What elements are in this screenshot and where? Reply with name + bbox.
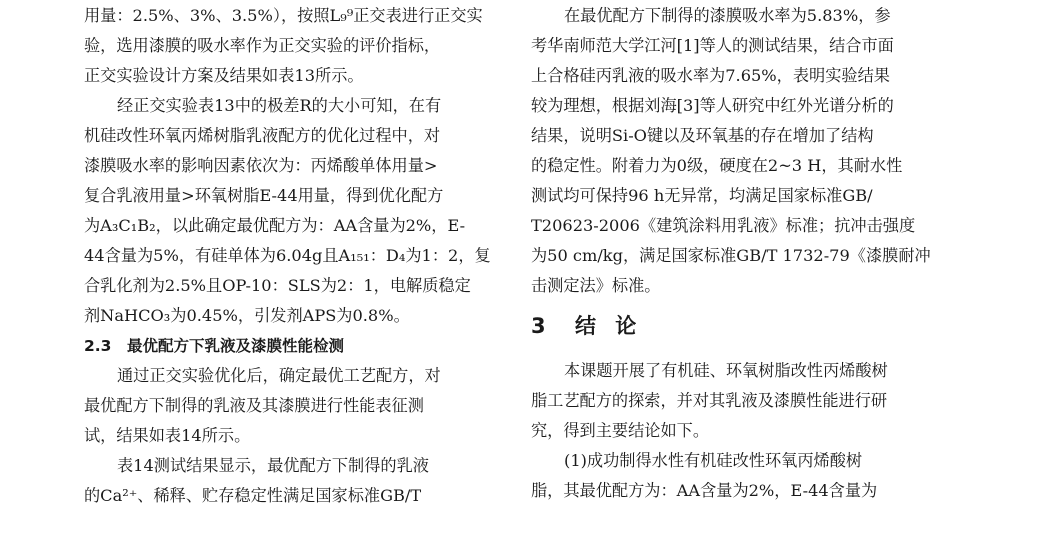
body-text-line: 复合乳液用量>环氧树脂E-44用量，得到优化配方: [84, 186, 444, 205]
body-text-line: 的稳定性。附着力为0级，硬度在2~3 H，其耐水性: [531, 156, 903, 175]
body-text-line: 44含量为5%，有硅单体为6.04g且A₁₅₁：D₄为1：2，复: [84, 246, 491, 265]
body-text-line: 经正交实验表13中的极差R的大小可知，在有: [117, 96, 442, 115]
body-text-line: 验，选用漆膜的吸水率作为正交实验的评价指标，: [84, 36, 441, 55]
body-text-line: 考华南师范大学江河[1]等人的测试结果，结合市面: [531, 36, 894, 55]
body-text-line: 较为理想，根据刘海[3]等人研究中红外光谱分析的: [531, 96, 894, 115]
body-text-line: 表14测试结果显示，最优配方下制得的乳液: [117, 456, 429, 475]
body-text-line: 机硅改性环氧丙烯树脂乳液配方的优化过程中，对: [84, 126, 441, 145]
body-text-line: 最优配方下制得的乳液及其漆膜进行性能表征测: [84, 396, 424, 415]
body-text-line: 剂NaHCO₃为0.45%，引发剂APS为0.8%。: [84, 306, 410, 325]
body-text-line: 上合格硅丙乳液的吸水率为7.65%，表明实验结果: [531, 66, 890, 85]
body-text-line: T20623-2006《建筑涂料用乳液》标准；抗冲击强度: [531, 216, 916, 235]
body-text-line: 合乳化剂为2.5%且OP-10：SLS为2：1，电解质稳定: [84, 276, 471, 295]
body-text-line: 结果，说明Si-O键以及环氧基的存在增加了结构: [531, 126, 874, 145]
section-number: 3: [531, 314, 552, 338]
section-title: 结 论: [574, 314, 643, 338]
body-text-line: 为A₃C₁B₂，以此确定最优配方为：AA含量为2%，E-: [84, 216, 466, 235]
body-text-line: 的Ca²⁺、稀释、贮存稳定性满足国家标准GB/T: [84, 486, 422, 505]
body-text-line: 测试均可保持96 h无异常，均满足国家标准GB/: [531, 186, 873, 205]
body-text-line: 漆膜吸水率的影响因素依次为：丙烯酸单体用量>: [84, 156, 438, 175]
body-text-line: 究，得到主要结论如下。: [531, 421, 710, 440]
body-text-line: 为50 cm/kg，满足国家标准GB/T 1732-79《漆膜耐冲: [531, 246, 931, 265]
body-text-line: 击测定法》标准。: [531, 276, 661, 295]
body-text-line: 正交实验设计方案及结果如表13所示。: [84, 66, 364, 85]
body-text-line: (1)成功制得水性有机硅改性环氧丙烯酸树: [564, 451, 863, 470]
section-heading: [531, 311, 939, 341]
body-text-line: 脂，其最优配方为：AA含量为2%，E-44含量为: [531, 481, 878, 500]
body-text-line: 脂工艺配方的探索，并对其乳液及漆膜性能进行研: [531, 391, 888, 410]
body-text-line: 通过正交实验优化后，确定最优工艺配方，对: [117, 366, 441, 385]
body-text-line: 试，结果如表14所示。: [84, 426, 251, 445]
body-text-line: 本课题开展了有机硅、环氧树脂改性丙烯酸树: [564, 361, 888, 380]
body-text-line: 用量：2.5%、3%、3.5%），按照L₉⁹正交表进行正交实: [84, 6, 483, 25]
body-text-line: 在最优配方下制得的漆膜吸水率为5.83%，参: [564, 6, 891, 25]
subsection-title: 2.3 最优配方下乳液及漆膜性能检测: [84, 337, 344, 355]
